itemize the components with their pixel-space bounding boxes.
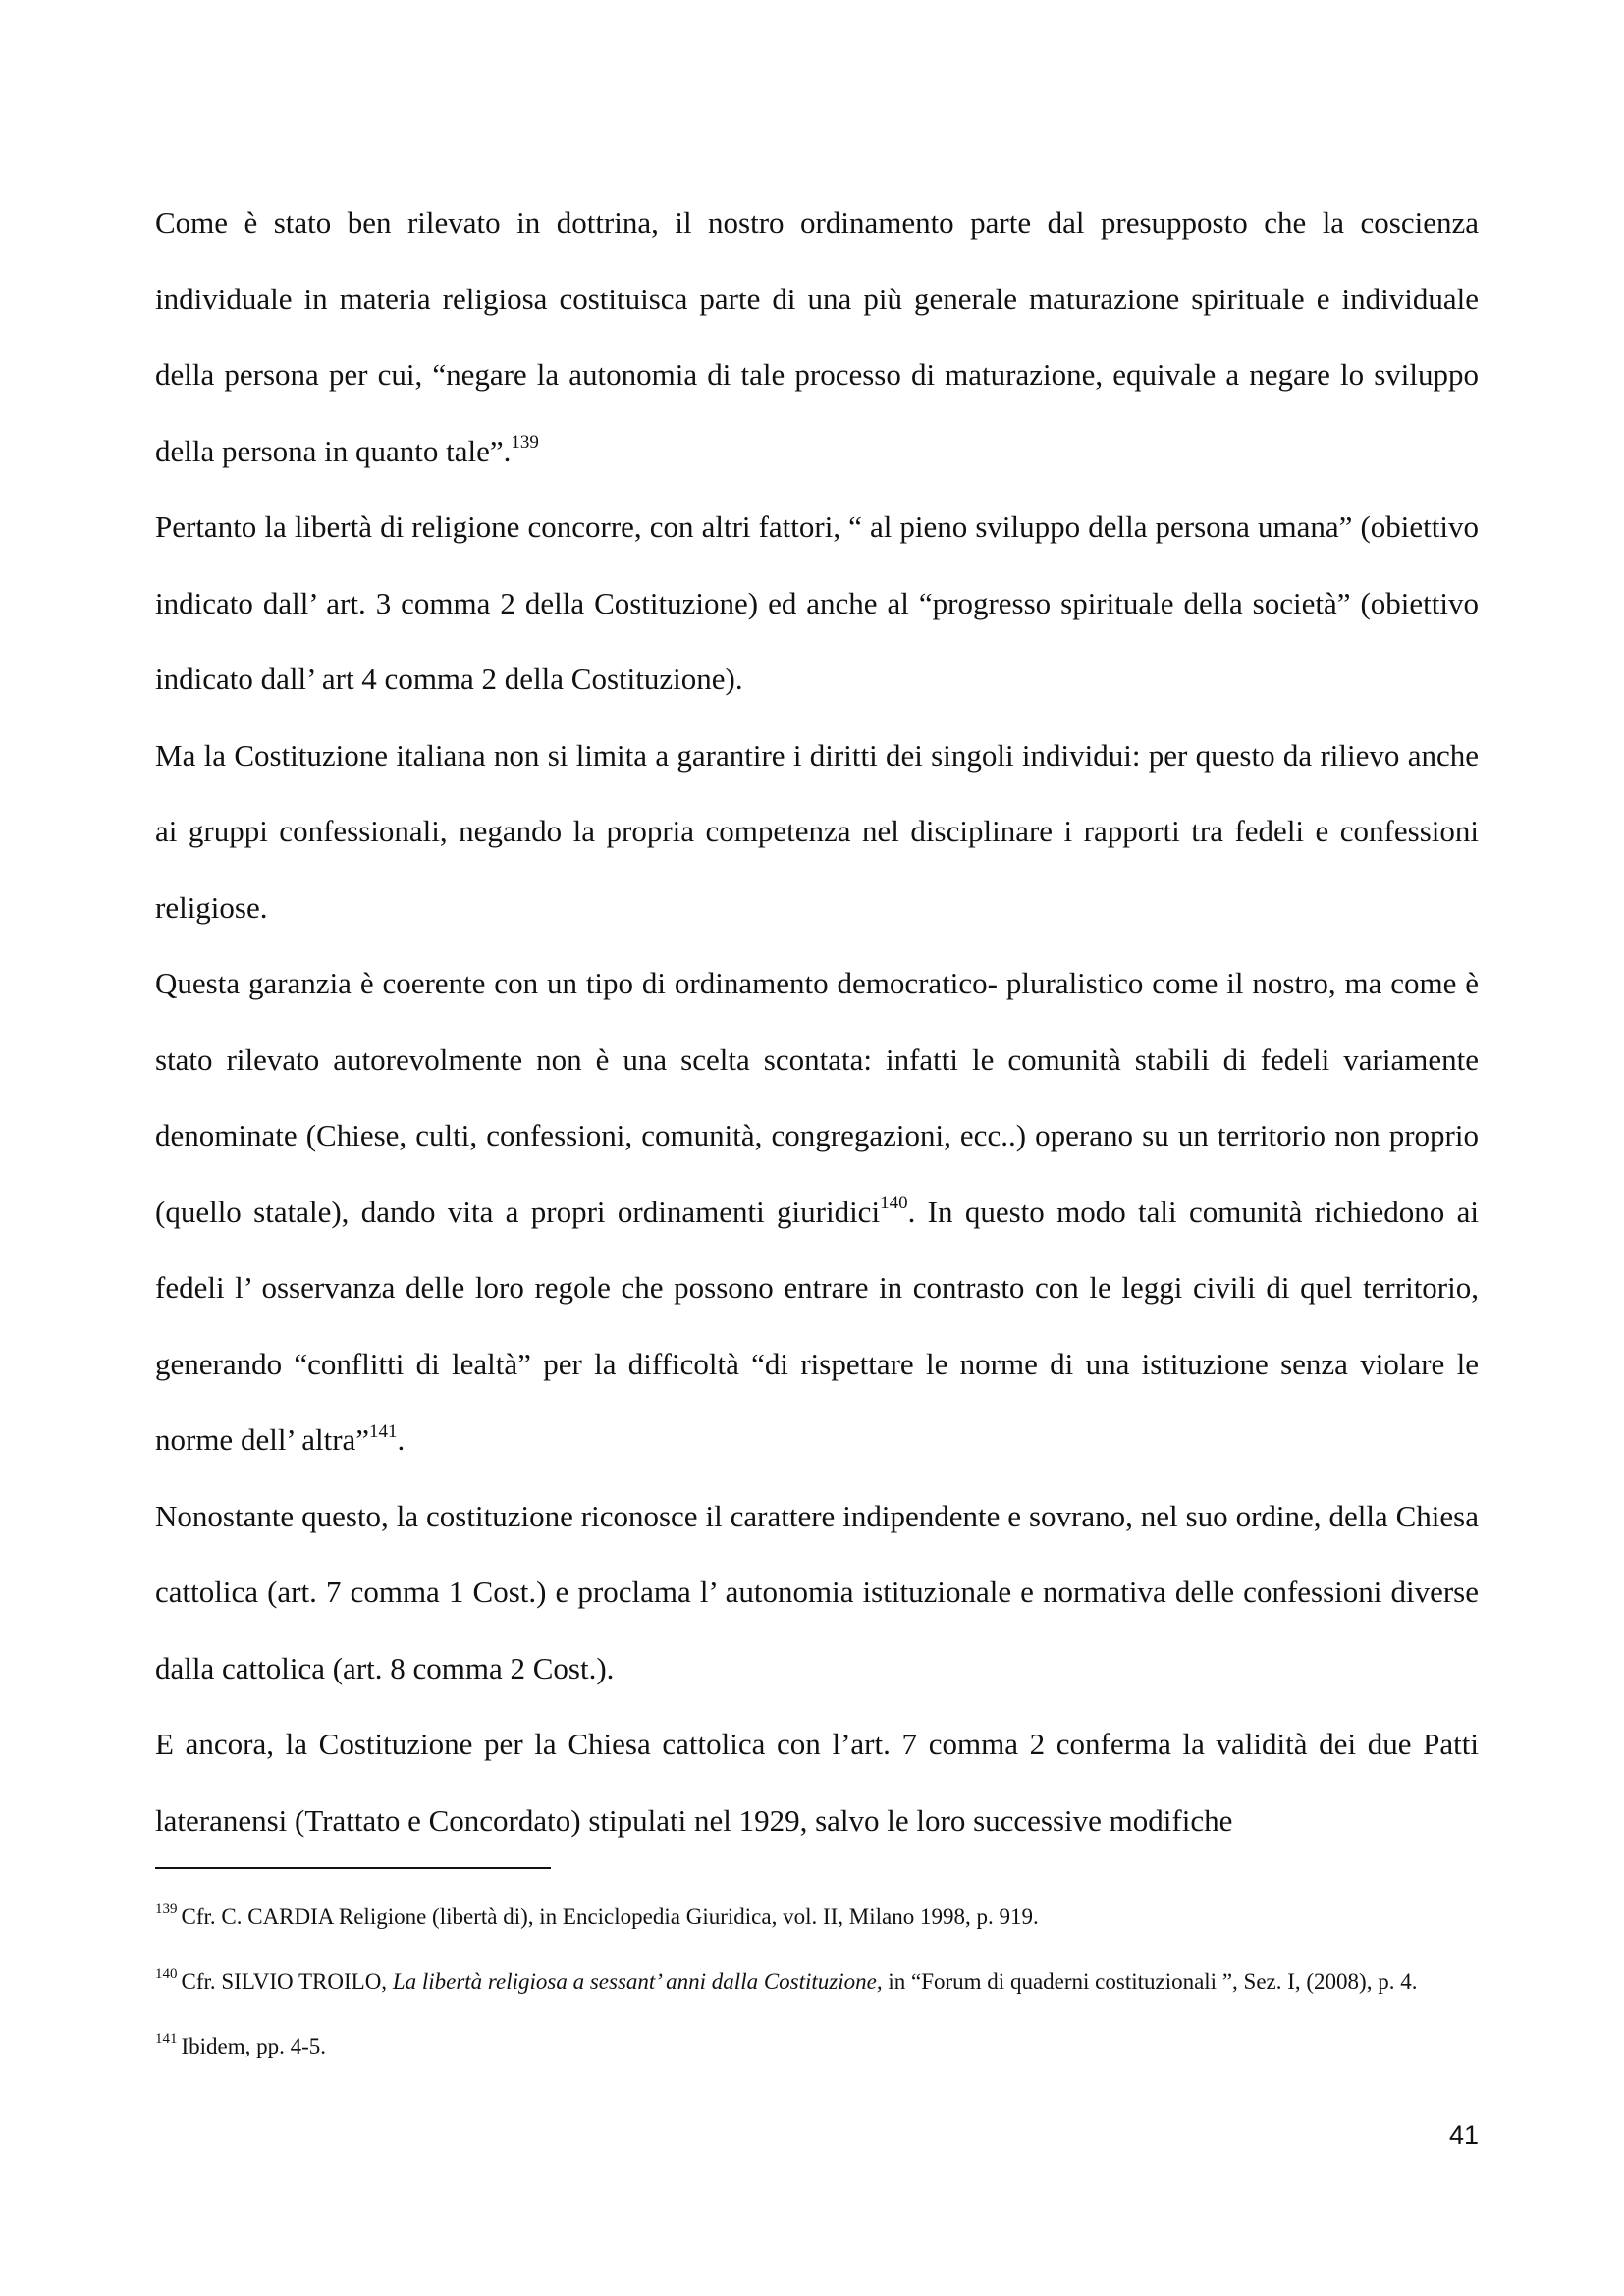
main-text — [155, 185, 1479, 1858]
text-run: . — [397, 1422, 406, 1457]
paragraph — [155, 1478, 1479, 1707]
footnote-text: Cfr. SILVIO TROILO, — [181, 1969, 393, 1994]
footnote-139 — [155, 1885, 1479, 1949]
footnote-reference: 141 — [369, 1420, 398, 1442]
paragraph — [155, 945, 1479, 1478]
footnote-number: 141 — [155, 2031, 178, 2048]
footnotes — [155, 1885, 1479, 2079]
text-run: Nonostante questo, la costituzione riconosce il carattere indipendente e sovrano, nel suo ordine, della Chiesa cattolica (art. 7 comma 1 Cost.) e proclama l’ autonomia istituzionale e normativa delle confessioni diverse dalla cattolica (art. 8 comma 2 Cost.). — [155, 1498, 1479, 1685]
footnote-number: 139 — [155, 1901, 178, 1918]
text-run: Questa garanzia è coerente con un tipo di ordinamento democratico- pluralistico come il nostro, ma come è stato rilevato autorevolmente non è una scelta scontata: infatti le comunità stabili di fedeli variamente denominate (Chiese, culti, confessioni, comunità, congregazioni, ecc..) operano su un territorio non proprio (quello statale), dando vita a propri ordinamenti giuridici — [155, 966, 1479, 1229]
footnote-reference: 140 — [880, 1193, 908, 1214]
text-run: Pertanto la libertà di religione concorre, con altri fattori, “ al pieno sviluppo della persona umana” (obiettivo indicato dall’ art. 3 comma 2 della Costituzione) ed anche al “progresso spirituale della società” (obiettivo indicato dall’ art 4 comma 2 della Costituzione). — [155, 509, 1479, 696]
footnote-reference: 139 — [511, 432, 539, 454]
footnote-text: Cfr. C. CARDIA Religione (libertà di), in Enciclopedia Giuridica, vol. II, Milano 1998, p. 919. — [181, 1904, 1039, 1929]
paragraph — [155, 489, 1479, 718]
footnote-italic-title: La libertà religiosa a sessant’ anni dalla Costituzione, — [392, 1969, 883, 1994]
footnote-text: in “Forum di quaderni costituzionali ”, Sez. I, (2008), p. 4. — [882, 1969, 1418, 1994]
footnote-number: 140 — [155, 1966, 178, 1983]
text-run: . In questo modo tali comunità richiedono ai fedeli l’ osservanza delle loro regole che possono entrare in contrasto con le leggi civili di quel territorio, generando “conflitti di lealtà” per la difficoltà “di rispettare le norme di una istituzione senza violare le norme dell’ altra” — [155, 1194, 1479, 1457]
paragraph — [155, 718, 1479, 946]
footnote-140 — [155, 1949, 1479, 2014]
paragraph — [155, 1706, 1479, 1858]
footnote-text: Ibidem, pp. 4-5. — [181, 2034, 327, 2058]
paragraph — [155, 185, 1479, 489]
text-run: E ancora, la Costituzione per la Chiesa cattolica con l’art. 7 comma 2 conferma la validità dei due Patti lateranensi (Trattato e Concordato) stipulati nel 1929, salvo le loro successive modifiche — [155, 1727, 1479, 1838]
footnote-141 — [155, 2014, 1479, 2079]
page-number: 41 — [1448, 2120, 1479, 2150]
text-run: Come è stato ben rilevato in dottrina, il nostro ordinamento parte dal presupposto che la coscienza individuale in materia religiosa costituisca parte di una più generale maturazione spirituale e individuale della persona per cui, “negare la autonomia di tale processo di maturazione, equivale a negare lo sviluppo della persona in quanto tale”. — [155, 205, 1479, 468]
text-run: Ma la Costituzione italiana non si limita a garantire i diritti dei singoli individui: per questo da rilievo anche ai gruppi confessionali, negando la propria competenza nel disciplinare i rapporti tra fedeli e confessioni religiose. — [155, 737, 1479, 925]
footnote-separator — [155, 1867, 551, 1869]
